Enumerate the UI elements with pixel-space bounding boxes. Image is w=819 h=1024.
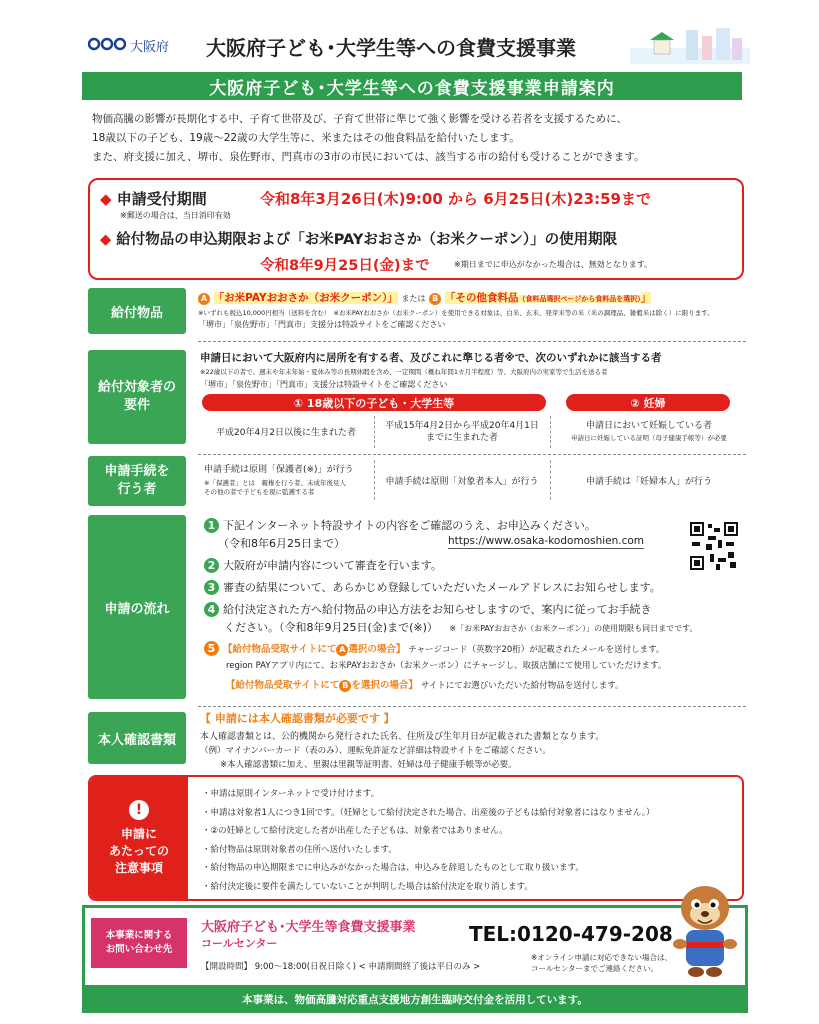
- option-b-close: 」: [640, 292, 652, 304]
- caution-item-text: 申請は対象者1人につき1回です。（妊婦として給付決定された場合、出産後の子どもは給付対象者にはなりません。）: [210, 807, 655, 818]
- eligibility-label: [88, 350, 186, 444]
- deadline-date: 令和8年9月25日(金)まで: [260, 258, 430, 274]
- identity-content: [200, 710, 760, 770]
- caution-item: ・申請は原則インターネットで受け付けます。: [202, 789, 380, 799]
- header: [70, 26, 750, 64]
- step-4: [204, 601, 651, 617]
- intro-line: また、府支援に加え、堺市、泉佐野市、門真市の3市の市民においては、該当する市の給付も受けることができます。: [92, 151, 645, 163]
- contact-label: [91, 918, 187, 968]
- contact-tel[interactable]: TEL:0120-479-208: [469, 922, 673, 946]
- caution-item-text: 給付決定後に要件を満たしていないことが判明した場合は給付決定を取り消します。: [210, 881, 533, 892]
- step-5-tail: 選択の場合】: [348, 644, 406, 655]
- contact-center: コールセンター: [201, 937, 278, 950]
- step-5: [204, 641, 664, 656]
- identity-line: 本人確認書類とは、公的機関から発行された氏名、住所及び生年月日が記載された書類となります。: [200, 732, 605, 742]
- contact-section: [82, 905, 748, 990]
- step-text: 給付決定された方へ給付物品の申込方法をお知らせしますので、案内に従ってお手続き: [223, 603, 652, 616]
- option-b-text: 「その他食料品: [444, 292, 519, 304]
- step-5b-tail: を選択の場合】: [351, 680, 418, 691]
- eligibility-note: ※22歳以下の者で、週末や年末年始・夏休み等の長期休暇を含め、一定期間（概ね年間1カ月半程度）等、大阪府内の実家等で生活を送る者: [200, 368, 608, 376]
- period-note: ※郵送の場合は、当日消印有効: [120, 211, 231, 220]
- eligibility-note-cities: 「堺市」「泉佐野市」「門真市」支援分は特設サイトをご確認ください: [200, 380, 448, 389]
- caution-box: [88, 775, 744, 901]
- footer-bar: [82, 985, 748, 1013]
- step-5-rest: チャージコード（英数字20桁）が記載されたメールを送付します。: [408, 645, 665, 655]
- option-b-mark: B: [429, 293, 441, 305]
- step-number: 3: [204, 580, 219, 595]
- applicant-guardian: 申請手続は原則「保護者(※)」が行う: [204, 465, 354, 475]
- applicant-label-text: 申請手続を 行う者: [104, 464, 170, 497]
- category-1-text: ① 18歳以下の子ども・大学生等: [293, 396, 455, 410]
- category-2-text: ② 妊婦: [630, 396, 666, 410]
- step-number: 2: [204, 558, 219, 573]
- deadline-note: ※期日までに申込がなかった場合は、無効となります。: [454, 260, 653, 269]
- option-a-text: 「お米PAYおおさか（お米クーポン）」: [213, 292, 398, 304]
- diamond-icon: ◆: [100, 190, 112, 208]
- category-2-header: [566, 394, 730, 411]
- step-5b-head: 【給付物品受取サイトにて: [226, 680, 340, 691]
- identity-label: 本人確認書類: [88, 712, 186, 764]
- step-5b: [226, 677, 624, 692]
- caution-label-text: 申請に あたっての 注意事項: [108, 826, 169, 875]
- page-title: 大阪府子ども･大学生等への食費支援事業: [206, 36, 576, 60]
- deadline-label: 給付物品の申込期限および「お米PAYおおさか（お米クーポン）」の使用期限: [116, 232, 618, 248]
- eligibility-label-text: 給付対象者の 要件: [97, 380, 176, 413]
- cell-divider: [550, 460, 551, 500]
- guardian-note: ※「保護者」とは 親権を行う者、未成年後見人 その他の者で子どもを現に監護する者: [204, 479, 346, 496]
- title-banner: [82, 72, 742, 100]
- period-date: 令和8年3月26日(木)9:00 から 6月25日(木)23:59まで: [260, 190, 651, 208]
- category-1-header: [202, 394, 546, 411]
- caution-item: ・申請は対象者1人につき1回です。（妊婦として給付決定された場合、出産後の子どもは給付対象者にはなりません。）: [202, 807, 655, 818]
- site-url[interactable]: https://www.osaka-kodomoshien.com: [448, 535, 645, 547]
- mascot-illustration: [668, 878, 742, 982]
- applicant-cell-2: 申請手続は「妊婦本人」が行う: [585, 476, 712, 487]
- eligibility-head: 申請日において大阪府内に居所を有する者、及びこれに準じる者※で、次のいずれかに該当する者: [200, 352, 662, 364]
- intro-text: [92, 110, 752, 167]
- option-b-mark: B: [339, 680, 351, 692]
- cell-divider: [374, 460, 375, 500]
- caution-item: ・②の妊婦として給付決定した者が出産した子どもは、対象者ではありません。: [202, 826, 508, 836]
- caution-item-text: 申請は原則インターネットで受け付けます。: [210, 789, 380, 799]
- period-label: 申請受付期間: [116, 190, 207, 208]
- step-4-sub-text: ください。（令和8年9月25日(金)まで(※)）: [224, 621, 438, 634]
- step-3: [204, 579, 661, 595]
- identity-line: （例）マイナンバーカード（表のみ）、運転免許証など詳細は特設サイトをご確認ください。: [200, 746, 551, 756]
- option-a-mark: A: [336, 644, 348, 656]
- osaka-logo-icon: [88, 36, 126, 52]
- or-text: または: [401, 294, 426, 303]
- caution-list: [202, 785, 732, 896]
- banner-text: 大阪府子ども･大学生等への食費支援事業申請案内: [209, 78, 615, 99]
- category-1b-cell: 平成15年4月2日から平成20年4月1日 までに生まれた者: [385, 421, 539, 443]
- contact-online-note: ※オンライン申請に対応できない場合は、 コールセンターまでご連絡ください。: [531, 953, 673, 973]
- step-2: [204, 557, 442, 573]
- warning-icon: !: [129, 800, 149, 820]
- divider: [198, 454, 746, 455]
- footer-text: 本事業は、物価高騰対応重点支援地方創生臨時交付金を活用しています。: [242, 993, 588, 1006]
- caution-label: [90, 777, 188, 899]
- divider: [198, 341, 746, 342]
- qr-code[interactable]: [688, 520, 740, 572]
- pregnant-condition: 申請日において妊娠している者: [585, 421, 712, 431]
- applicant-cell-1b: 申請手続は原則「対象者本人」が行う: [385, 476, 539, 487]
- option-a-mark: A: [198, 293, 210, 305]
- category-1a-cell: 平成20年4月2日以後に生まれた者: [216, 427, 356, 438]
- contact-label-text: 本事業に関する お問い合わせ先: [105, 930, 173, 955]
- logo-text: 大阪府: [130, 40, 170, 55]
- caution-item-text: 給付物品の申込期限までに申込みがなかった場合は、申込みを辞退したものとして取り扱います。: [210, 863, 584, 873]
- items-note-cities: 「堺市」「泉佐野市」「門真市」支援分は特設サイトをご確認ください: [198, 319, 446, 329]
- caution-item-text: ②の妊婦として給付決定した者が出産した子どもは、対象者ではありません。: [210, 826, 508, 836]
- cell-divider: [550, 416, 551, 448]
- step-5-head: 【給付物品受取サイトにて: [223, 644, 337, 655]
- diamond-icon: ◆: [100, 232, 112, 248]
- caution-item-text: 給付物品は原則対象者の住所へ送付いたします。: [210, 844, 397, 855]
- items-note: ※いずれも税込10,000円相当（送料を含む） ※お米PAYおおさか（お米クーポン）を使用できる対象は、白米、玄米、発芽米等の米（米の調理品、雑穀米は除く）に限ります。: [198, 309, 714, 317]
- step-4-sub: [224, 619, 698, 635]
- step-text: 下記インターネット特設サイトの内容をご確認のうえ、お申込みください。: [223, 519, 596, 532]
- items-content: [198, 290, 758, 331]
- divider: [198, 706, 746, 707]
- step-number: 5: [204, 641, 219, 656]
- step-5b-rest: サイトにてお選びいただいた給付物品を送付します。: [420, 681, 624, 691]
- skyline-illustration: [630, 26, 750, 64]
- flow-label: 申請の流れ: [88, 515, 186, 699]
- caution-item: ・給付物品は原則対象者の住所へ送付いたします。: [202, 844, 397, 855]
- category-2a-cell: [552, 418, 746, 442]
- caution-item: ・給付物品の申込期限までに申込みがなかった場合は、申込みを辞退したものとして取り扱います。: [202, 863, 584, 873]
- step-number: 4: [204, 602, 219, 617]
- option-b-sub: （食料品選択ページから食料品を選択）: [518, 295, 641, 303]
- items-label: 給付物品: [88, 288, 186, 334]
- flow-step-1: [204, 517, 596, 533]
- step-text: 大阪府が申請内容について審査を行います。: [223, 559, 442, 572]
- applicant-label: [88, 456, 186, 506]
- contact-name: 大阪府子ども･大学生等食費支援事業: [201, 920, 416, 935]
- pregnant-proof-note: 申請日に妊娠している証明（母子健康手帳等）が必要: [571, 434, 727, 442]
- identity-line: ※本人確認書類に加え、里親は里親等証明書、妊婦は母子健康手帳等が必要。: [220, 760, 517, 770]
- flow-step-1-sub: （令和8年6月25日まで）: [218, 537, 345, 550]
- step-5-line2: region PAYアプリ内にて、お米PAYおおさか（お米クーポン）にチャージし、取扱店舗にて使用していただけます。: [226, 661, 667, 671]
- step-text: 審査の結果について、あらかじめ登録していただいたメールアドレスにお知らせします。: [223, 581, 661, 594]
- applicant-cell-1a: [204, 462, 374, 497]
- identity-head: 【 申請には本人確認書類が必要です 】: [200, 712, 395, 725]
- intro-line: 18歳以下の子ども、19歳～22歳の大学生等に、米またはその他食料品を給付いたします。: [92, 132, 520, 144]
- intro-line: 物価高騰の影響が長期化する中、子育て世帯及び、子育て世帯に準じて強く影響を受ける若者を支援するために、: [92, 113, 628, 125]
- cell-divider: [374, 416, 375, 448]
- step-4-note: ※「お米PAYおおさか（お米クーポン）」の使用期限も同日までです。: [449, 624, 698, 633]
- caution-item: ・給付決定後に要件を満たしていないことが判明した場合は給付決定を取り消します。: [202, 881, 533, 892]
- step-number: 1: [204, 518, 219, 533]
- period-box: [88, 178, 744, 280]
- contact-hours: 【開設時間】 9:00～18:00(日祝日除く) < 申請期間終了後は平日のみ >: [201, 962, 481, 972]
